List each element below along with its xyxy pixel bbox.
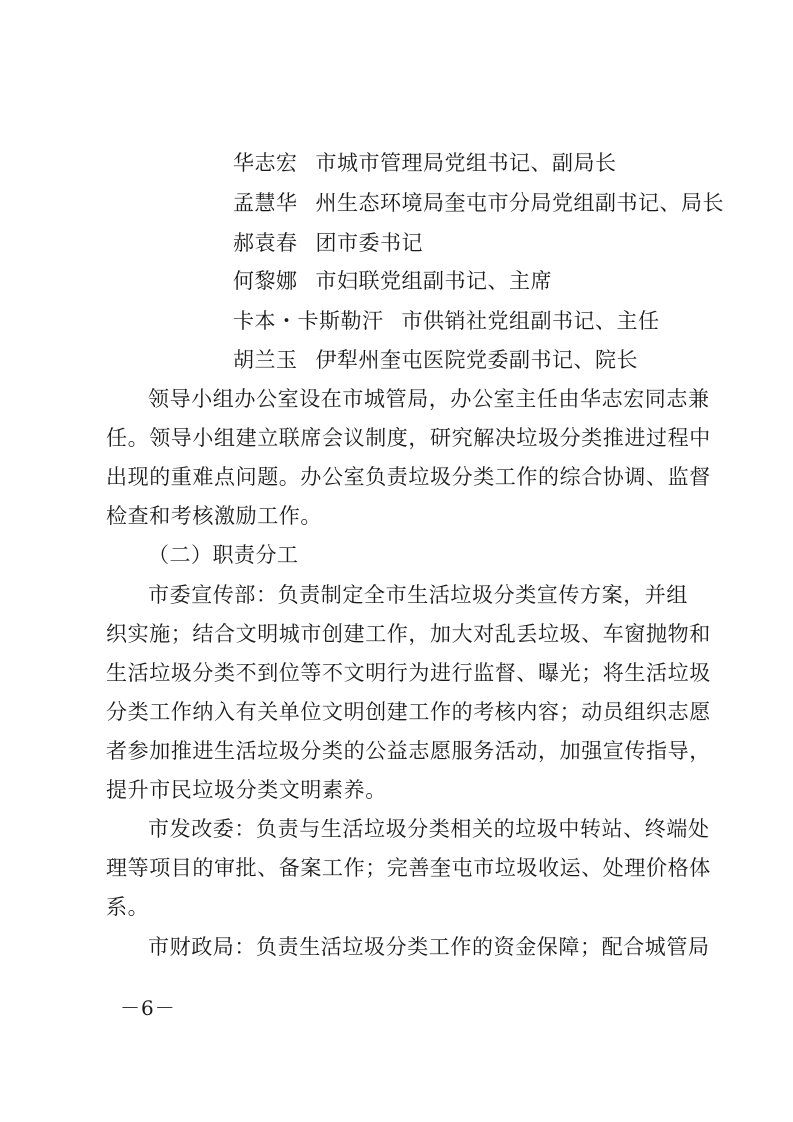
- paragraph-line: 者参加推进生活垃圾分类的公益志愿服务活动，加强宣传指导，: [106, 739, 711, 763]
- paragraph-line: 任。领导小组建立联席会议制度，研究解决垃圾分类推进过程中: [106, 426, 711, 450]
- member-title: 市妇联党组副书记、主席: [315, 269, 552, 293]
- paragraph-line: 分类工作纳入有关单位文明创建工作的考核内容；动员组织志愿: [106, 700, 711, 724]
- member-name: 胡兰玉: [233, 348, 298, 372]
- member-name: 华志宏: [233, 151, 298, 175]
- member-row: [233, 228, 423, 258]
- page-number: －6－: [120, 996, 176, 1020]
- member-title: 市供销社党组副书记、主任: [401, 309, 660, 333]
- paragraph-line: 织实施；结合文明城市创建工作，加大对乱丢垃圾、车窗抛物和: [106, 622, 711, 646]
- member-row: [233, 306, 660, 336]
- member-row: [233, 345, 638, 375]
- paragraph-line: 市委宣传部：负责制定全市生活垃圾分类宣传方案，并组: [148, 583, 688, 607]
- member-row: [233, 266, 552, 296]
- member-name: 何黎娜: [233, 269, 298, 293]
- paragraph-line: 市发改委：负责与生活垃圾分类相关的垃圾中转站、终端处: [148, 817, 710, 841]
- paragraph-line: 提升市民垃圾分类文明素养。: [106, 778, 387, 802]
- member-name: 郝袁春: [233, 231, 298, 255]
- member-name: 孟慧华: [233, 191, 298, 215]
- member-title: 团市委书记: [315, 231, 423, 255]
- paragraph-line: 系。: [106, 895, 150, 919]
- member-name: 卡本・卡斯勒汗: [233, 309, 384, 333]
- paragraph-line: 检查和考核激励工作。: [106, 504, 322, 528]
- paragraph-line: 领导小组办公室设在市城管局，办公室主任由华志宏同志兼: [148, 387, 710, 411]
- paragraph-line: 生活垃圾分类不到位等不文明行为进行监督、曝光；将生活垃圾: [106, 661, 711, 685]
- member-title: 州生态环境局奎屯市分局党组副书记、局长: [315, 191, 724, 215]
- member-title: 伊犁州奎屯医院党委副书记、院长: [315, 348, 638, 372]
- member-row: [233, 148, 617, 178]
- member-title: 市城市管理局党组书记、副局长: [315, 151, 617, 175]
- paragraph-line: 市财政局：负责生活垃圾分类工作的资金保障；配合城管局: [148, 935, 710, 959]
- member-row: [233, 188, 724, 218]
- paragraph-line: 理等项目的审批、备案工作；完善奎屯市垃圾收运、处理价格体: [106, 856, 711, 880]
- paragraph-line: 出现的重难点问题。办公室负责垃圾分类工作的综合协调、监督: [106, 465, 711, 489]
- section-heading: （二）职责分工: [148, 543, 299, 567]
